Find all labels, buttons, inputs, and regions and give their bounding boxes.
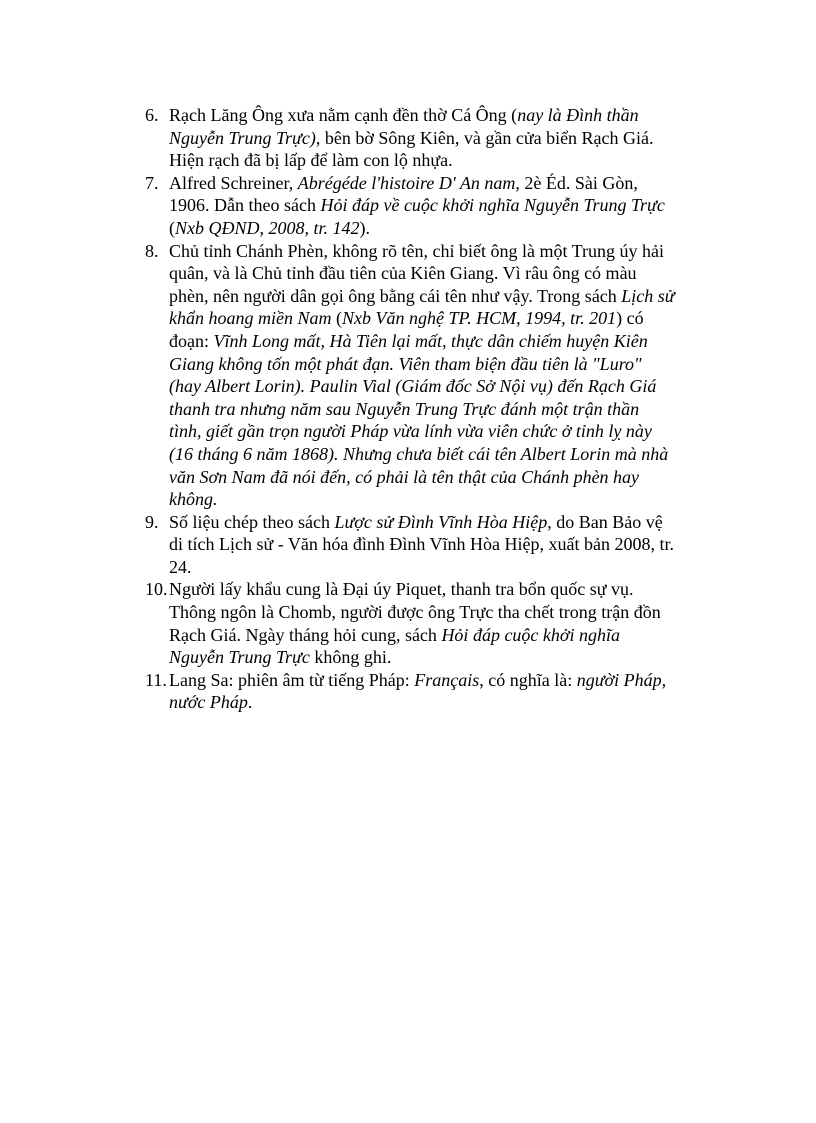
note-number: 11. (145, 669, 167, 690)
note-text-run-italic: Nxb QĐND, 2008, tr. 142 (175, 217, 360, 238)
note-text-run-italic: nay là Đình thần Nguyễn Trung Trực) (169, 105, 639, 148)
note-text-run: Người lấy khẩu cung là Đại úy Piquet, thanh tra bổn quốc sự vụ. Thông ngôn là Chomb, người được ông Trực tha chết trong trận đồn Rạch Giá. Ngày tháng hỏi cung, sách (169, 579, 661, 645)
note-number: 7. (145, 172, 159, 193)
note-text-run-italic: người Pháp, nước Pháp (169, 669, 667, 713)
note-number: 6. (145, 105, 159, 125)
note-number: 9. (145, 511, 159, 532)
note-text (169, 172, 705, 240)
note-text-run: Lang Sa: phiên âm từ tiếng Pháp: (169, 669, 415, 690)
note-text-run-italic: Vĩnh Long mất, Hà Tiên lại mất, thực dân chiếm huyện Kiên Giang không tốn một phát đạn. Viên tham biện đầu tiên là "Luro" (hay Albert Lorin). Paulin Vial (Giám đốc Sở Nội vụ) đến Rạch Giá thanh tra nhưng năm sau Nguyễn Trung Trực đánh một trận thần tình, giết gần trọn người Pháp vừa lính vừa viên chức ở tỉnh lỵ này (16 tháng 6 năm 1868). Nhưng chưa biết cái tên Albert Lorin mà nhà văn Sơn Nam đã nói đến, có phải là tên thật của Chánh phèn hay không. (169, 330, 669, 510)
note-text-run: ). (359, 217, 371, 238)
endnotes-list (145, 104, 705, 714)
note-number: 10. (145, 579, 168, 600)
note-text-run: . (247, 692, 253, 713)
note-text-run: ) có đoạn: (169, 308, 644, 351)
note-text-run: , có nghĩa là: (479, 669, 577, 690)
note-text-run-italic: Hỏi đáp về cuộc khởi nghĩa Nguyễn Trung Trực (320, 195, 665, 216)
note-text (169, 104, 705, 172)
note-text (169, 511, 705, 579)
note-text-run: Chủ tỉnh Chánh Phèn, không rõ tên, chỉ biết ông là một Trung úy hải quân, và là Chủ tỉnh đầu tiên của Kiên Giang. Vì râu ông có màu phèn, nên người dân gọi ông bằng cái tên như vậy. Trong sách (169, 240, 664, 306)
note-6 (145, 104, 705, 172)
note-text-run: Số liệu chép theo sách (169, 511, 335, 532)
note-text-run-italic: Lịch sử khẩn hoang miền Nam (169, 285, 675, 329)
note-9 (145, 511, 705, 579)
note-text (169, 578, 705, 668)
note-text-run: ( (331, 308, 342, 329)
note-text-run: , bên bờ Sông Kiên, và gần cửa biển Rạch Giá. Hiện rạch đã bị lấp để làm con lộ nhựa. (169, 127, 654, 171)
note-11 (145, 669, 705, 714)
note-text-run-italic: Lược sử Đình Vĩnh Hòa Hiệp (334, 511, 548, 532)
note-text-run: , do Ban Bảo vệ di tích Lịch sử - Văn hóa đình Đình Vĩnh Hòa Hiệp, xuất bản 2008, tr. 24. (169, 511, 675, 577)
note-text-run-italic: Hỏi đáp cuộc khởi nghĩa Nguyễn Trung Trực (169, 624, 621, 668)
note-text-run-italic: Français (414, 669, 480, 690)
note-8 (145, 240, 705, 511)
note-text (169, 669, 705, 714)
note-text-run: Alfred Schreiner, (169, 172, 298, 193)
note-text (169, 240, 705, 511)
note-10 (145, 578, 705, 668)
note-text-run: Rạch Lăng Ông xưa nằm cạnh đền thờ Cá Ông ( (169, 105, 518, 125)
note-text-run: ( (169, 217, 175, 238)
note-text-run-italic: Abrégéde l'histoire D' An nam (297, 172, 516, 193)
note-text-run: không ghi. (309, 647, 392, 668)
note-text-run-italic: Nxb Văn nghệ TP. HCM, 1994, tr. 201 (341, 308, 617, 329)
note-number: 8. (145, 240, 159, 261)
note-7 (145, 172, 705, 240)
note-text-run: , 2è Éd. Sài Gòn, 1906. Dẫn theo sách (169, 172, 638, 216)
